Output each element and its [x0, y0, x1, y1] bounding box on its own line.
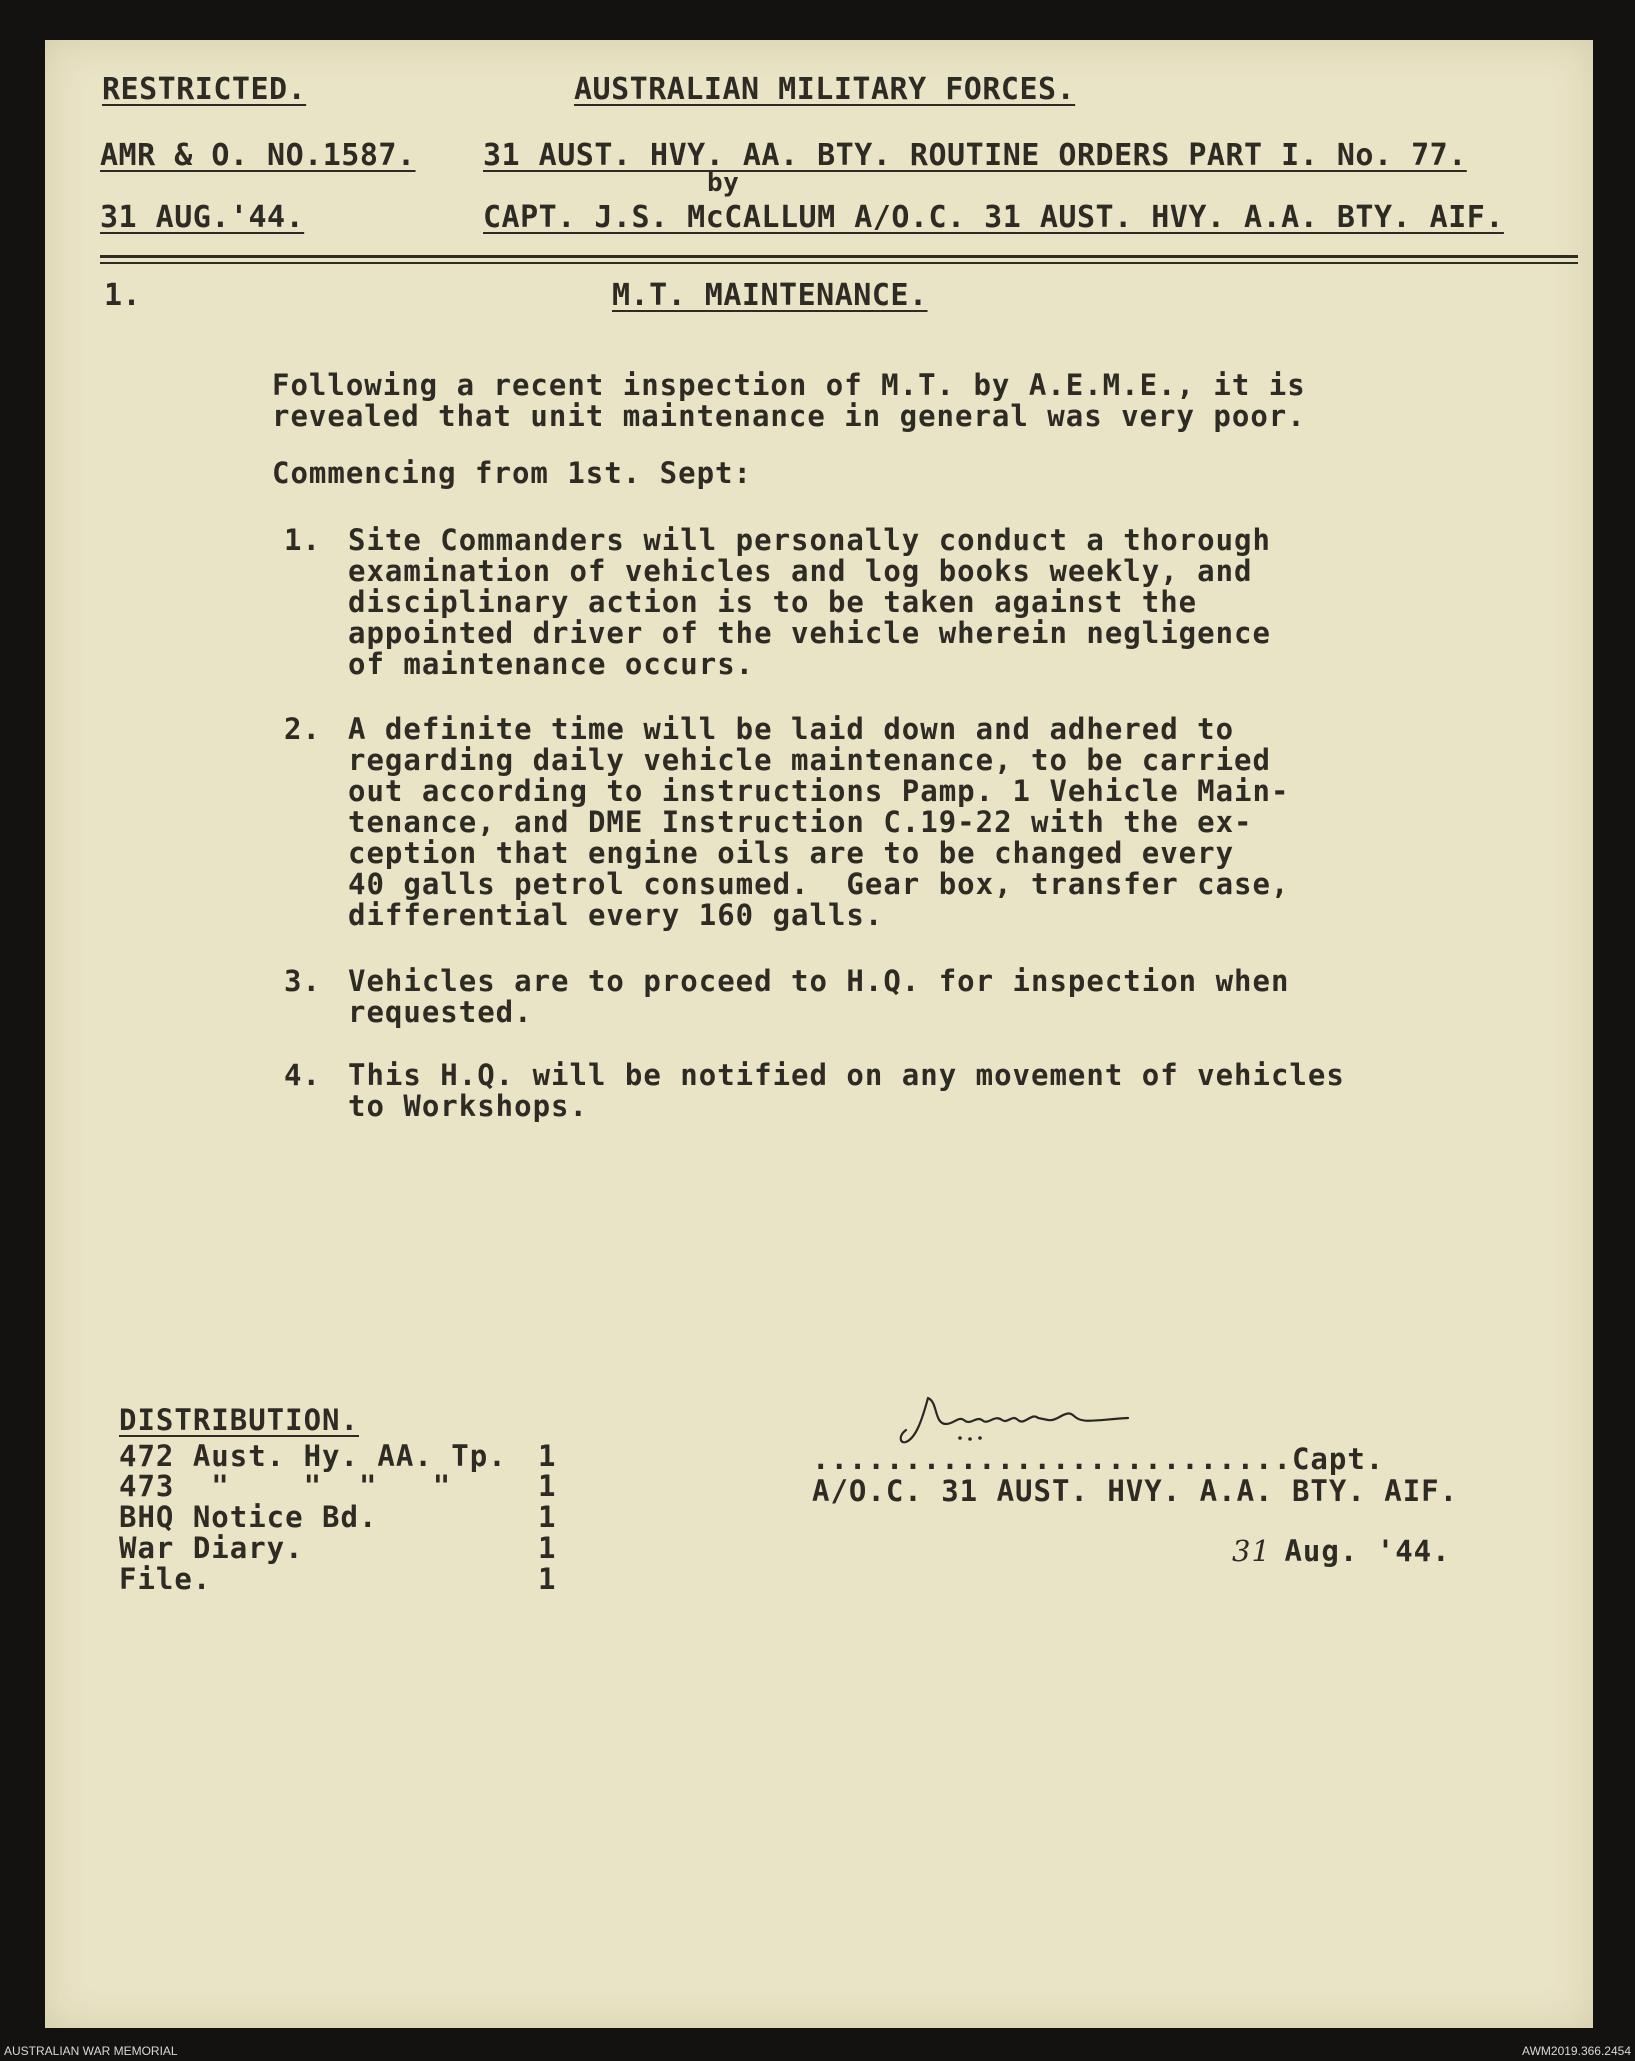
commencing-line: Commencing from 1st. Sept: — [272, 456, 752, 490]
item-number: 1. — [284, 523, 321, 557]
order-reference: AMR & O. NO.1587. — [100, 138, 416, 173]
distribution-recipient: War Diary. — [119, 1531, 304, 1565]
item-text: Vehicles are to proceed to H.Q. for inspection when requested. — [348, 964, 1290, 1029]
document-page — [45, 40, 1593, 2028]
distribution-recipient: 473 " " " " — [119, 1469, 452, 1503]
distribution-copies: 1 — [538, 1439, 557, 1473]
signature-date: Aug. '44. — [1266, 1534, 1451, 1568]
signatory-appointment: A/O.C. 31 AUST. HVY. A.A. BTY. AIF. — [812, 1474, 1459, 1508]
distribution-copies: 1 — [538, 1562, 557, 1596]
issuing-officer: CAPT. J.S. McCALLUM A/O.C. 31 AUST. HVY. A.A. BTY. AIF. — [483, 200, 1504, 235]
intro-paragraph: Following a recent inspection of M.T. by A.E.M.E., it is revealed that unit maintenance in general was very poor. — [272, 368, 1306, 433]
distribution-recipient: BHQ Notice Bd. — [119, 1500, 378, 1534]
item-text: Site Commanders will personally conduct a thorough examination of vehicles and log books weekly, and disciplinary action is to be taken against the appointed driver of the vehicle wherein negligence of maintenance occurs. — [348, 523, 1271, 681]
item-number: 4. — [284, 1058, 321, 1092]
routine-orders-line: 31 AUST. HVY. AA. BTY. ROUTINE ORDERS PART I. No. 77. — [483, 138, 1467, 173]
handwritten-signature — [898, 1390, 1138, 1450]
document-title: AUSTRALIAN MILITARY FORCES. — [574, 72, 1076, 107]
item-number: 3. — [284, 964, 321, 998]
item-text: This H.Q. will be notified on any movement of vehicles to Workshops. — [348, 1058, 1345, 1123]
section-heading: M.T. MAINTENANCE. — [612, 278, 928, 313]
signature-dots-rank: ..........................Capt. — [812, 1442, 1385, 1476]
archive-credit: AUSTRALIAN WAR MEMORIAL — [4, 2044, 178, 2058]
distribution-copies: 1 — [538, 1469, 557, 1503]
distribution-heading: DISTRIBUTION. — [119, 1403, 359, 1437]
item-text: A definite time will be laid down and adhered to regarding daily vehicle maintenance, to be carried out according to instructions Pamp. 1 Vehicle Main- tenance, and DME Instruction C.19-22 with the ex- ception that engine oils are to be changed every 40 galls petrol consumed. Gear box, transfer case, differential every 160 galls. — [348, 712, 1290, 932]
distribution-recipient: 472 Aust. Hy. AA. Tp. — [119, 1439, 507, 1473]
section-number: 1. — [104, 278, 142, 313]
item-number: 2. — [284, 712, 321, 746]
classification-marking: RESTRICTED. — [102, 72, 307, 107]
header-rule-bottom — [100, 262, 1578, 264]
archive-reference: AWM2019.366.2454 — [1522, 2044, 1631, 2058]
order-date: 31 AUG.'44. — [100, 200, 305, 235]
header-rule-top — [100, 255, 1578, 258]
handwritten-date-day: 31 — [1232, 1534, 1271, 1568]
distribution-recipient: File. — [119, 1562, 212, 1596]
distribution-copies: 1 — [538, 1500, 557, 1534]
distribution-copies: 1 — [538, 1531, 557, 1565]
by-label: by — [707, 168, 740, 198]
